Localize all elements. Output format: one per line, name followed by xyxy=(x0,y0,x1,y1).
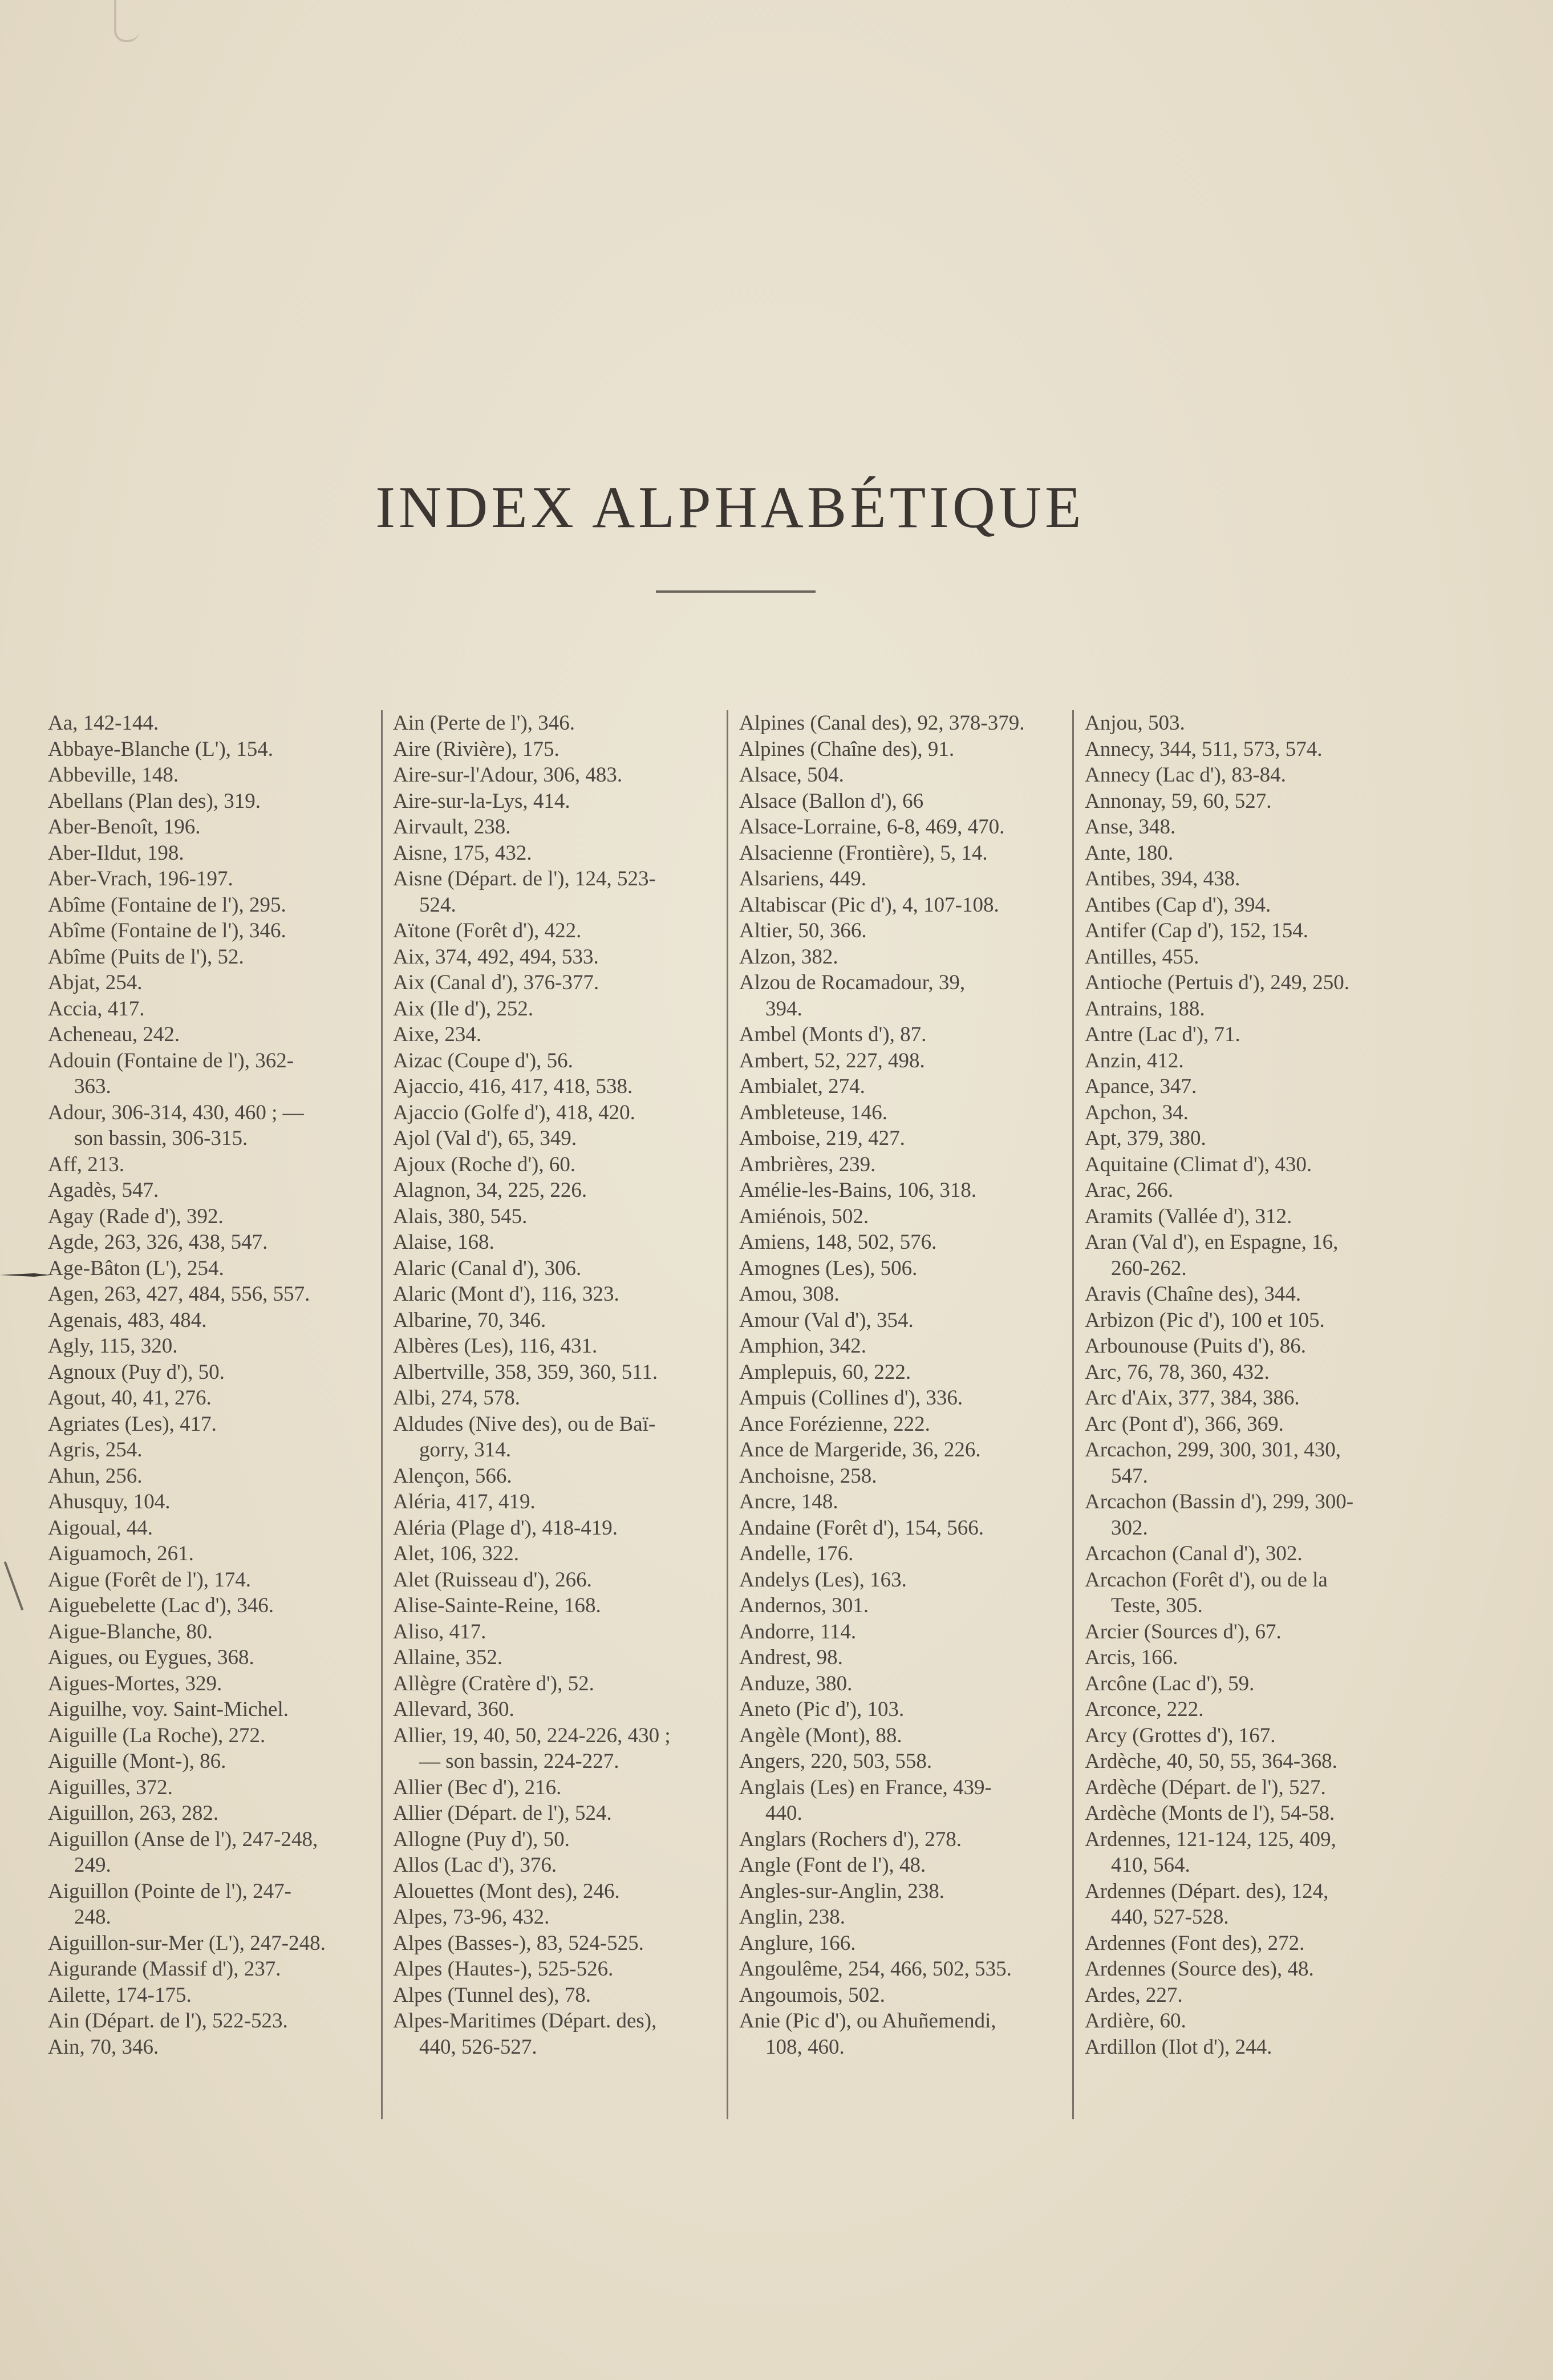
index-entry: Angers, 220, 503, 558. xyxy=(739,1750,932,1773)
index-entry: Adour, 306-314, 430, 460 ; — xyxy=(48,1100,304,1124)
index-entry: Arc, 76, 78, 360, 432. xyxy=(1085,1360,1270,1384)
index-entry: Aigoual, 44. xyxy=(48,1516,153,1540)
index-entry-continuation: 394. xyxy=(765,997,802,1021)
index-entry: Alpes (Hautes-), 525-526. xyxy=(393,1957,614,1981)
index-entry: Alouettes (Mont des), 246. xyxy=(393,1879,620,1903)
index-entry-continuation: 440, 527-528. xyxy=(1111,1905,1229,1929)
index-entry: Andelle, 176. xyxy=(739,1542,854,1565)
index-entry: Alsace, 504. xyxy=(739,763,844,787)
index-entry: Alagnon, 34, 225, 226. xyxy=(393,1179,587,1202)
index-entry: Angles-sur-Anglin, 238. xyxy=(739,1879,944,1903)
index-entry: Ardennes (Départ. des), 124, xyxy=(1085,1879,1329,1903)
index-entry: Annecy, 344, 511, 573, 574. xyxy=(1085,737,1323,761)
index-entry: Anse, 348. xyxy=(1085,815,1176,839)
index-entry: Amiens, 148, 502, 576. xyxy=(739,1231,937,1254)
index-entry: Aix (Ile d'), 252. xyxy=(393,997,534,1021)
index-entry: Aléria (Plage d'), 418-419. xyxy=(393,1516,618,1540)
index-entry: Aisne (Départ. de l'), 124, 523- xyxy=(393,867,656,891)
index-entry: Aigues-Mortes, 329. xyxy=(48,1671,222,1695)
index-entry: Antibes (Cap d'), 394. xyxy=(1085,893,1271,917)
index-entry: Aldudes (Nive des), ou de Baï- xyxy=(393,1412,656,1436)
index-entry: Ardière, 60. xyxy=(1085,2009,1186,2033)
index-entry: Abbaye-Blanche (L'), 154. xyxy=(48,737,274,761)
index-entry: Alsacienne (Frontière), 5, 14. xyxy=(739,841,988,865)
index-entry: Aiguillon, 263, 282. xyxy=(48,1802,219,1825)
index-entry: Anglin, 238. xyxy=(739,1905,846,1929)
column-separator xyxy=(1072,710,1074,2119)
index-entry: Adouin (Fontaine de l'), 362- xyxy=(48,1049,294,1072)
index-entry: Airvault, 238. xyxy=(393,815,511,839)
index-entry: Alet, 106, 322. xyxy=(393,1542,519,1565)
index-entry: Altabiscar (Pic d'), 4, 107-108. xyxy=(739,893,999,917)
index-entry: Ance Forézienne, 222. xyxy=(739,1412,930,1436)
index-entry: Alaise, 168. xyxy=(393,1231,494,1254)
index-entry: Apance, 347. xyxy=(1085,1075,1197,1098)
index-entry: Allier, 19, 40, 50, 224-226, 430 ; xyxy=(393,1723,671,1747)
index-column-4 xyxy=(1085,710,1404,2119)
index-entry: Abîme (Puits de l'), 52. xyxy=(48,945,244,969)
index-entry: Acheneau, 242. xyxy=(48,1023,180,1046)
index-entry: Alais, 380, 545. xyxy=(393,1204,528,1228)
index-entry: Alsace-Lorraine, 6-8, 469, 470. xyxy=(739,815,1005,839)
index-entry: Aigues, ou Eygues, 368. xyxy=(48,1646,254,1669)
index-entry: Accia, 417. xyxy=(48,997,145,1021)
index-entry: Agen, 263, 427, 484, 556, 557. xyxy=(48,1282,310,1306)
index-entry: Aff, 213. xyxy=(48,1152,124,1176)
index-entry: Ahusquy, 104. xyxy=(48,1490,171,1513)
index-entry: Andernos, 301. xyxy=(739,1594,869,1617)
index-entry: Alzou de Rocamadour, 39, xyxy=(739,971,966,994)
index-entry: Amplepuis, 60, 222. xyxy=(739,1360,911,1384)
index-entry: Ajaccio, 416, 417, 418, 538. xyxy=(393,1075,633,1098)
index-entry: Agde, 263, 326, 438, 547. xyxy=(48,1231,268,1254)
index-entry-continuation: 440. xyxy=(765,1802,802,1825)
margin-arrow-mark xyxy=(0,1271,50,1279)
index-entry: Ance de Margeride, 36, 226. xyxy=(739,1438,981,1462)
index-entry: Alpes (Basses-), 83, 524-525. xyxy=(393,1931,644,1955)
index-entry-continuation: gorry, 314. xyxy=(419,1438,511,1462)
index-entry: Aisne, 175, 432. xyxy=(393,841,532,865)
index-entry: Ambrières, 239. xyxy=(739,1152,876,1176)
index-column-3 xyxy=(739,710,1059,2119)
index-entry: Alpines (Chaîne des), 91. xyxy=(739,737,955,761)
index-entry: Anglais (Les) en France, 439- xyxy=(739,1775,992,1799)
index-entry: Arcier (Sources d'), 67. xyxy=(1085,1620,1282,1644)
index-entry: Albarine, 70, 346. xyxy=(393,1308,546,1332)
index-entry: Antre (Lac d'), 71. xyxy=(1085,1023,1240,1046)
index-entry: Anglure, 166. xyxy=(739,1931,856,1955)
index-entry: Andaine (Forêt d'), 154, 566. xyxy=(739,1516,984,1540)
index-entry: Aiguille (La Roche), 272. xyxy=(48,1723,266,1747)
index-entry: Abîme (Fontaine de l'), 295. xyxy=(48,893,286,917)
index-entry: Abellans (Plan des), 319. xyxy=(48,789,261,813)
index-entry: Aber-Ildut, 198. xyxy=(48,841,184,865)
index-entry: Arbounouse (Puits d'), 86. xyxy=(1085,1334,1306,1358)
index-entry: Ajoux (Roche d'), 60. xyxy=(393,1152,576,1176)
index-entry: Anglars (Rochers d'), 278. xyxy=(739,1827,962,1851)
index-entry: Aizac (Coupe d'), 56. xyxy=(393,1049,573,1072)
index-entry: Arc (Pont d'), 366, 369. xyxy=(1085,1412,1284,1436)
index-entry: Apchon, 34. xyxy=(1085,1100,1189,1124)
index-entry: Aber-Vrach, 196-197. xyxy=(48,867,233,891)
index-columns xyxy=(48,710,1417,2125)
index-entry: Arcachon (Forêt d'), ou de la xyxy=(1085,1568,1328,1592)
index-entry-continuation: 248. xyxy=(74,1905,111,1929)
index-entry: Arcachon (Canal d'), 302. xyxy=(1085,1542,1303,1565)
column-separator xyxy=(727,710,728,2119)
index-entry-continuation: 249. xyxy=(74,1853,111,1877)
index-entry: Aigurande (Massif d'), 237. xyxy=(48,1957,281,1981)
column-separator xyxy=(381,710,383,2119)
index-entry-continuation: 410, 564. xyxy=(1111,1853,1190,1877)
index-entry-continuation: 547. xyxy=(1111,1464,1148,1488)
index-entry: Alsariens, 449. xyxy=(739,867,866,891)
index-entry: Allaine, 352. xyxy=(393,1646,503,1669)
index-entry: Allier (Bec d'), 216. xyxy=(393,1775,562,1799)
index-entry: Aigue (Forêt de l'), 174. xyxy=(48,1568,252,1592)
index-entry: Antibes, 394, 438. xyxy=(1085,867,1240,891)
index-entry-continuation: Teste, 305. xyxy=(1111,1594,1203,1617)
index-entry: Ain, 70, 346. xyxy=(48,2035,159,2059)
index-entry: Agadès, 547. xyxy=(48,1179,159,1202)
index-entry: Allier (Départ. de l'), 524. xyxy=(393,1802,612,1825)
index-entry: Anzin, 412. xyxy=(1085,1049,1184,1072)
index-entry: Ampuis (Collines d'), 336. xyxy=(739,1386,963,1410)
index-entry: Amiénois, 502. xyxy=(739,1204,869,1228)
index-entry: Agay (Rade d'), 392. xyxy=(48,1204,224,1228)
index-entry: Ardèche, 40, 50, 55, 364-368. xyxy=(1085,1750,1337,1773)
index-entry: Andorre, 114. xyxy=(739,1620,857,1644)
index-entry: Ardennes (Source des), 48. xyxy=(1085,1957,1314,1981)
index-entry: Alpines (Canal des), 92, 378-379. xyxy=(739,711,1025,735)
index-entry: Angoumois, 502. xyxy=(739,1983,885,2007)
index-entry: Amboise, 219, 427. xyxy=(739,1127,905,1150)
index-entry: Aiguillon-sur-Mer (L'), 247-248. xyxy=(48,1931,326,1955)
index-entry: Aiguilles, 372. xyxy=(48,1775,173,1799)
index-entry: Aiguille (Mont-), 86. xyxy=(48,1750,226,1773)
index-entry: Agris, 254. xyxy=(48,1438,143,1462)
index-entry: Ante, 180. xyxy=(1085,841,1174,865)
index-entry: Anchoisne, 258. xyxy=(739,1464,877,1488)
index-entry: Aléria, 417, 419. xyxy=(393,1490,536,1513)
index-entry: Ardèche (Départ. de l'), 527. xyxy=(1085,1775,1326,1799)
index-column-2 xyxy=(393,710,712,2119)
index-entry: Albères (Les), 116, 431. xyxy=(393,1334,598,1358)
index-entry-continuation: 363. xyxy=(74,1075,111,1098)
index-entry: Aigue-Blanche, 80. xyxy=(48,1620,213,1644)
index-entry: Abîme (Fontaine de l'), 346. xyxy=(48,919,286,942)
title-rule xyxy=(656,590,816,593)
index-entry: Anie (Pic d'), ou Ahuñemendi, xyxy=(739,2009,996,2033)
index-entry: Aliso, 417. xyxy=(393,1620,486,1644)
index-entry: Ardillon (Ilot d'), 244. xyxy=(1085,2035,1272,2059)
index-entry: Aiguillon (Pointe de l'), 247- xyxy=(48,1879,291,1903)
index-entry: Ain (Départ. de l'), 522-523. xyxy=(48,2009,288,2033)
index-entry: Ailette, 174-175. xyxy=(48,1983,192,2007)
index-entry: Aiguebelette (Lac d'), 346. xyxy=(48,1594,274,1617)
index-entry-continuation: 302. xyxy=(1111,1516,1148,1540)
index-entry: Alet (Ruisseau d'), 266. xyxy=(393,1568,592,1592)
index-entry: Alaric (Mont d'), 116, 323. xyxy=(393,1282,619,1306)
index-entry: Allègre (Cratère d'), 52. xyxy=(393,1671,594,1695)
index-entry: Arc d'Aix, 377, 384, 386. xyxy=(1085,1386,1300,1410)
index-entry: Amélie-les-Bains, 106, 318. xyxy=(739,1179,977,1202)
index-entry: Ambialet, 274. xyxy=(739,1075,865,1098)
page-title: INDEX ALPHABÉTIQUE xyxy=(375,474,1085,540)
index-entry: Aa, 142-144. xyxy=(48,711,159,735)
index-entry: Arcy (Grottes d'), 167. xyxy=(1085,1723,1276,1747)
index-entry: Albertville, 358, 359, 360, 511. xyxy=(393,1360,658,1384)
index-entry: Anjou, 503. xyxy=(1085,711,1185,735)
index-entry: Alise-Sainte-Reine, 168. xyxy=(393,1594,601,1617)
index-entry: Aix (Canal d'), 376-377. xyxy=(393,971,599,994)
index-entry: Alpes-Maritimes (Départ. des), xyxy=(393,2009,657,2033)
index-entry: Anduze, 380. xyxy=(739,1671,853,1695)
index-entry: Agnoux (Puy d'), 50. xyxy=(48,1360,225,1384)
index-entry-continuation: 524. xyxy=(419,893,456,917)
index-entry: Arcône (Lac d'), 59. xyxy=(1085,1671,1255,1695)
index-entry: Aramits (Vallée d'), 312. xyxy=(1085,1204,1292,1228)
index-entry: Arac, 266. xyxy=(1085,1179,1174,1202)
index-entry: Ardennes, 121-124, 125, 409, xyxy=(1085,1827,1336,1851)
index-entry: Alpes, 73-96, 432. xyxy=(393,1905,550,1929)
index-entry: Andrest, 98. xyxy=(739,1646,843,1669)
index-entry: Agriates (Les), 417. xyxy=(48,1412,217,1436)
index-entry: Altier, 50, 366. xyxy=(739,919,867,942)
index-entry: Arbizon (Pic d'), 100 et 105. xyxy=(1085,1308,1325,1332)
index-entry: Amognes (Les), 506. xyxy=(739,1256,918,1280)
index-entry: Aire (Rivière), 175. xyxy=(393,737,559,761)
index-entry: Amour (Val d'), 354. xyxy=(739,1308,914,1332)
index-entry: Antrains, 188. xyxy=(1085,997,1205,1021)
index-entry: Alaric (Canal d'), 306. xyxy=(393,1256,582,1280)
index-entry: Ambleteuse, 146. xyxy=(739,1100,887,1124)
index-column-1 xyxy=(48,710,367,2119)
index-entry: Albi, 274, 578. xyxy=(393,1386,521,1410)
index-entry: Aire-sur-l'Adour, 306, 483. xyxy=(393,763,623,787)
index-entry: Apt, 379, 380. xyxy=(1085,1127,1206,1150)
index-entry: Aquitaine (Climat d'), 430. xyxy=(1085,1152,1312,1176)
index-entry: Alsace (Ballon d'), 66 xyxy=(739,789,924,813)
index-entry: Aïtone (Forêt d'), 422. xyxy=(393,919,582,942)
index-entry: Agly, 115, 320. xyxy=(48,1334,178,1358)
index-entry: Antioche (Pertuis d'), 249, 250. xyxy=(1085,971,1349,994)
index-entry: Ardes, 227. xyxy=(1085,1983,1183,2007)
index-entry: Allevard, 360. xyxy=(393,1698,514,1721)
index-entry: Aiguillon (Anse de l'), 247-248, xyxy=(48,1827,318,1851)
index-entry: Age-Bâton (L'), 254. xyxy=(48,1256,224,1280)
margin-pencil-mark xyxy=(4,1561,24,1610)
index-entry: Arcachon, 299, 300, 301, 430, xyxy=(1085,1438,1341,1462)
index-entry: Angèle (Mont), 88. xyxy=(739,1723,902,1747)
index-entry: Abbeville, 148. xyxy=(48,763,179,787)
index-entry: Angoulême, 254, 466, 502, 535. xyxy=(739,1957,1012,1981)
index-entry: Agenais, 483, 484. xyxy=(48,1308,207,1332)
index-entry: Alençon, 566. xyxy=(393,1464,512,1488)
index-entry: Aravis (Chaîne des), 344. xyxy=(1085,1282,1301,1306)
index-entry: Ambel (Monts d'), 87. xyxy=(739,1023,927,1046)
index-entry-continuation: son bassin, 306-315. xyxy=(74,1127,248,1150)
index-entry: Annonay, 59, 60, 527. xyxy=(1085,789,1272,813)
index-entry: Ardennes (Font des), 272. xyxy=(1085,1931,1305,1955)
index-entry: Ancre, 148. xyxy=(739,1490,838,1513)
index-entry: Agout, 40, 41, 276. xyxy=(48,1386,212,1410)
index-entry: Arcis, 166. xyxy=(1085,1646,1178,1669)
index-entry: Aiguamoch, 261. xyxy=(48,1542,194,1565)
page-stain-mark xyxy=(114,0,139,42)
index-entry: Annecy (Lac d'), 83-84. xyxy=(1085,763,1286,787)
index-entry: Ajaccio (Golfe d'), 418, 420. xyxy=(393,1100,635,1124)
index-entry: Aiguilhe, voy. Saint-Michel. xyxy=(48,1698,289,1721)
index-entry: Ardèche (Monts de l'), 54-58. xyxy=(1085,1802,1335,1825)
index-entry: Ain (Perte de l'), 346. xyxy=(393,711,575,735)
index-entry: Amou, 308. xyxy=(739,1282,840,1306)
index-entry: Angle (Font de l'), 48. xyxy=(739,1853,926,1877)
index-entry-continuation: 108, 460. xyxy=(765,2035,845,2059)
index-entry: Aixe, 234. xyxy=(393,1023,482,1046)
index-entry: Aire-sur-la-Lys, 414. xyxy=(393,789,570,813)
index-entry: Allos (Lac d'), 376. xyxy=(393,1853,557,1877)
index-entry: Arcachon (Bassin d'), 299, 300- xyxy=(1085,1490,1354,1513)
index-entry-continuation: — son bassin, 224-227. xyxy=(419,1750,619,1773)
index-entry: Amphion, 342. xyxy=(739,1334,867,1358)
index-entry: Aneto (Pic d'), 103. xyxy=(739,1698,905,1721)
index-entry: Arconce, 222. xyxy=(1085,1698,1204,1721)
index-entry: Ambert, 52, 227, 498. xyxy=(739,1049,925,1072)
index-entry: Alzon, 382. xyxy=(739,945,838,969)
index-entry: Andelys (Les), 163. xyxy=(739,1568,907,1592)
index-entry: Aix, 374, 492, 494, 533. xyxy=(393,945,599,969)
index-entry: Aran (Val d'), en Espagne, 16, xyxy=(1085,1231,1339,1254)
index-entry: Alpes (Tunnel des), 78. xyxy=(393,1983,591,2007)
index-entry: Antilles, 455. xyxy=(1085,945,1199,969)
index-entry-continuation: 260-262. xyxy=(1111,1256,1187,1280)
index-entry: Abjat, 254. xyxy=(48,971,143,994)
index-entry-continuation: 440, 526-527. xyxy=(419,2035,537,2059)
index-entry: Aber-Benoît, 196. xyxy=(48,815,201,839)
index-entry: Allogne (Puy d'), 50. xyxy=(393,1827,570,1851)
index-entry: Antifer (Cap d'), 152, 154. xyxy=(1085,919,1309,942)
index-entry: Ahun, 256. xyxy=(48,1464,143,1488)
index-entry: Ajol (Val d'), 65, 349. xyxy=(393,1127,577,1150)
